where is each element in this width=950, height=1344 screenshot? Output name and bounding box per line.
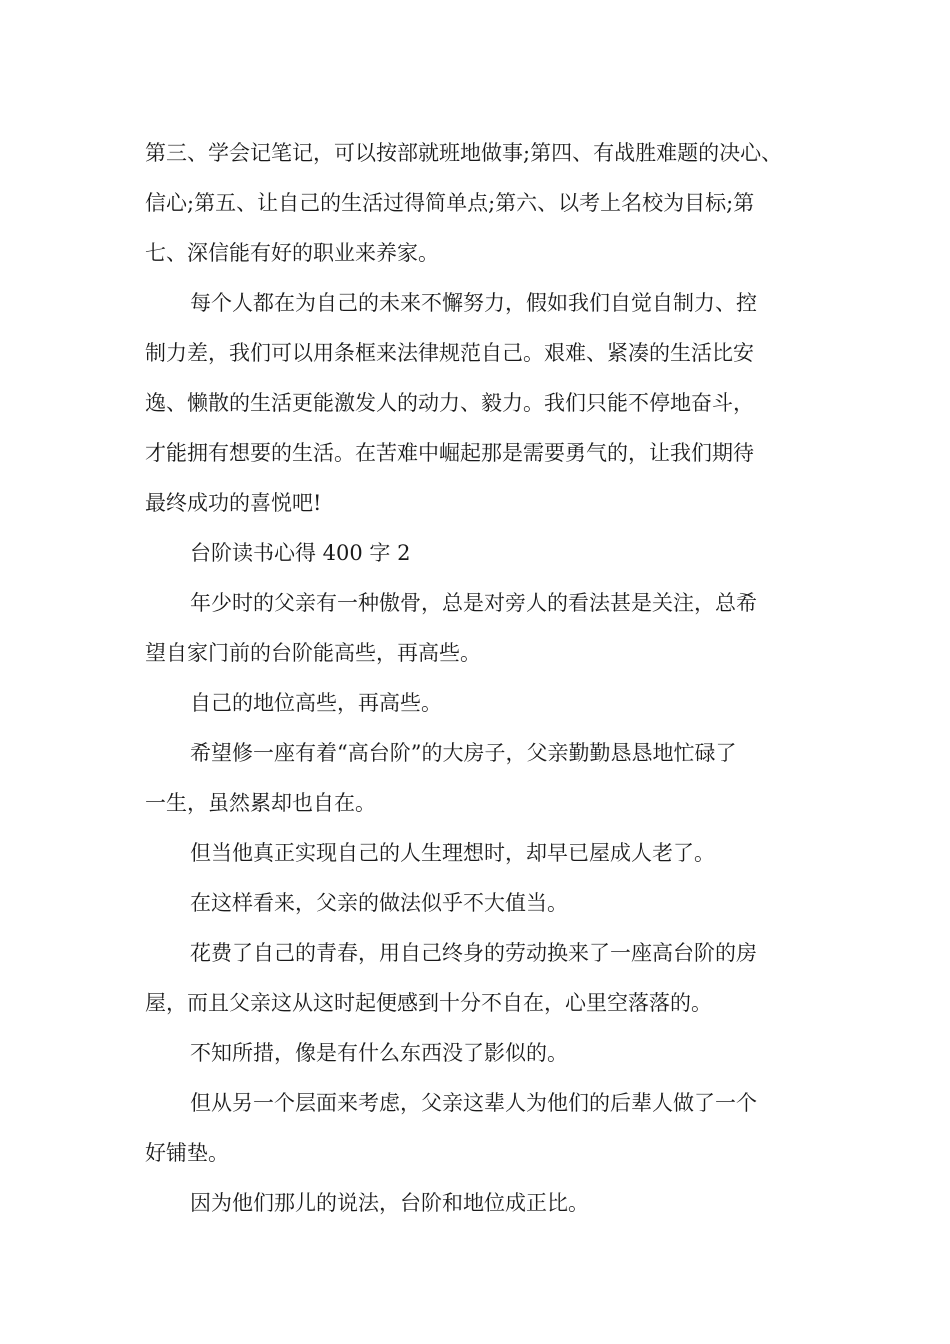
section-heading: 台阶读书心得 400 字 2 <box>190 541 411 565</box>
document-body <box>145 128 815 1228</box>
text-line: 但从另一个层面来考虑，父亲这辈人为他们的后辈人做了一个 <box>190 1091 757 1115</box>
text-line: 在这样看来，父亲的做法似乎不大值当。 <box>190 891 568 915</box>
text-line: 望自家门前的台阶能高些，再高些。 <box>145 641 481 665</box>
text-line: 信心;第五、让自己的生活过得简单点;第六、以考上名校为目标;第 <box>145 191 755 215</box>
text-line: 因为他们那儿的说法，台阶和地位成正比。 <box>190 1191 589 1215</box>
text-line: 七、深信能有好的职业来养家。 <box>145 241 439 265</box>
text-line: 每个人都在为自己的未来不懈努力，假如我们自觉自制力、控 <box>190 291 757 315</box>
text-line: 一生，虽然累却也自在。 <box>145 791 376 815</box>
text-line: 最终成功的喜悦吧! <box>145 491 322 515</box>
text-line: 花费了自己的青春，用自己终身的劳动换来了一座高台阶的房 <box>190 941 757 965</box>
text-line: 自己的地位高些，再高些。 <box>190 691 442 715</box>
text-line: 制力差，我们可以用条框来法律规范自己。艰难、紧凑的生活比安 <box>145 341 754 365</box>
text-line: 希望修一座有着“高台阶”的大房子，父亲勤勤恳恳地忙碌了 <box>190 741 737 765</box>
text-line: 年少时的父亲有一种傲骨，总是对旁人的看法甚是关注，总希 <box>190 591 757 615</box>
text-line: 屋，而且父亲这从这时起便感到十分不自在，心里空落落的。 <box>145 991 712 1015</box>
text-line: 但当他真正实现自己的人生理想时，却早已屋成人老了。 <box>190 841 715 865</box>
text-line: 才能拥有想要的生活。在苦难中崛起那是需要勇气的，让我们期待 <box>145 441 754 465</box>
text-line: 好铺垫。 <box>145 1141 229 1165</box>
text-line: 不知所措，像是有什么东西没了影似的。 <box>190 1041 568 1065</box>
text-line: 第三、学会记笔记，可以按部就班地做事;第四、有战胜难题的决心、 <box>145 141 783 165</box>
text-line: 逸、懒散的生活更能激发人的动力、毅力。我们只能不停地奋斗， <box>145 391 754 415</box>
